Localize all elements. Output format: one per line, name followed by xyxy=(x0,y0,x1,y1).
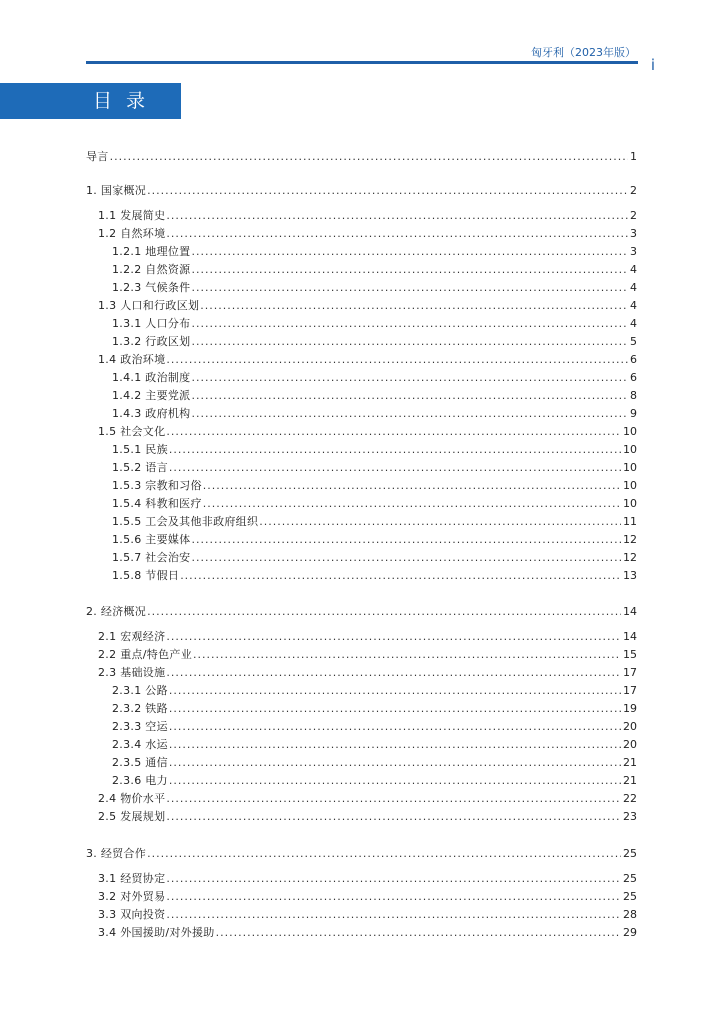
toc-entry[interactable] xyxy=(98,665,637,680)
toc-entry[interactable] xyxy=(98,907,637,922)
toc-entry-page: 25 xyxy=(623,847,637,860)
toc-dot-leader xyxy=(216,925,621,940)
toc-dot-leader xyxy=(147,846,621,861)
toc-dot-leader xyxy=(193,647,621,662)
toc-entry-label: 1.2.1 地理位置 xyxy=(112,245,191,258)
toc-entry-page: 11 xyxy=(623,515,637,528)
toc-dot-leader xyxy=(166,809,621,824)
toc-entry[interactable] xyxy=(112,550,637,565)
toc-dot-leader xyxy=(192,262,629,277)
toc-entry-page: 25 xyxy=(623,872,637,885)
toc-entry-label: 1.4 政治环境 xyxy=(98,353,166,366)
toc-dot-leader xyxy=(166,907,621,922)
toc-dot-leader xyxy=(192,550,622,565)
toc-entry-label: 2.3.5 通信 xyxy=(112,756,168,769)
toc-entry[interactable] xyxy=(112,737,637,752)
toc-entry-label: 2.3.4 水运 xyxy=(112,738,168,751)
toc-entry-page: 28 xyxy=(623,908,637,921)
toc-entry-page: 22 xyxy=(623,792,637,805)
toc-entry[interactable] xyxy=(86,604,637,619)
toc-entry-label: 1.5.7 社会治安 xyxy=(112,551,191,564)
toc-dot-leader xyxy=(166,352,628,367)
toc-entry-label: 1.5.2 语言 xyxy=(112,461,168,474)
toc-dot-leader xyxy=(169,737,621,752)
toc-entry-label: 3.4 外国援助/对外援助 xyxy=(98,926,215,939)
toc-entry-label: 1.2 自然环境 xyxy=(98,227,166,240)
toc-entry-label: 3.2 对外贸易 xyxy=(98,890,166,903)
toc-entry[interactable] xyxy=(112,334,637,349)
toc-entry-page: 21 xyxy=(623,774,637,787)
toc-entry-page: 4 xyxy=(630,299,637,312)
toc-entry-page: 10 xyxy=(623,461,637,474)
toc-dot-leader xyxy=(192,280,629,295)
toc-entry[interactable] xyxy=(98,647,637,662)
toc-entry-page: 1 xyxy=(630,150,637,163)
toc-entry[interactable] xyxy=(112,755,637,770)
toc-entry[interactable] xyxy=(86,846,637,861)
toc-dot-leader xyxy=(192,370,629,385)
toc-dot-leader xyxy=(166,208,628,223)
toc-entry[interactable] xyxy=(112,683,637,698)
toc-entry[interactable] xyxy=(112,496,637,511)
toc-entry-page: 15 xyxy=(623,648,637,661)
toc-entry-page: 10 xyxy=(623,497,637,510)
toc-entry-page: 5 xyxy=(630,335,637,348)
toc-dot-leader xyxy=(166,871,621,886)
toc-entry[interactable] xyxy=(98,352,637,367)
toc-entry-page: 6 xyxy=(630,371,637,384)
toc-entry-page: 17 xyxy=(623,684,637,697)
toc-entry-page: 2 xyxy=(630,184,637,197)
toc-entry[interactable] xyxy=(86,183,637,198)
toc-entry-page: 13 xyxy=(623,569,637,582)
toc-dot-leader xyxy=(192,316,629,331)
toc-entry-label: 2.3.3 空运 xyxy=(112,720,168,733)
toc-entry[interactable] xyxy=(98,791,637,806)
toc-entry-label: 1.1 发展简史 xyxy=(98,209,166,222)
toc-entry-label: 1.5.5 工会及其他非政府组织 xyxy=(112,515,259,528)
toc-dot-leader xyxy=(169,755,621,770)
toc-entry[interactable] xyxy=(112,370,637,385)
toc-dot-leader xyxy=(180,568,621,583)
toc-entry[interactable] xyxy=(112,316,637,331)
toc-entry-page: 29 xyxy=(623,926,637,939)
toc-entry[interactable] xyxy=(112,701,637,716)
toc-entry-label: 1.4.1 政治制度 xyxy=(112,371,191,384)
toc-entry-label: 3.1 经贸协定 xyxy=(98,872,166,885)
toc-dot-leader xyxy=(166,226,628,241)
toc-entry[interactable] xyxy=(112,773,637,788)
toc-entry-page: 17 xyxy=(623,666,637,679)
page-number: i xyxy=(650,56,655,74)
toc-dot-leader xyxy=(169,773,621,788)
toc-dot-leader xyxy=(203,496,621,511)
toc-entry-label: 3.3 双向投资 xyxy=(98,908,166,921)
toc-entry-page: 12 xyxy=(623,551,637,564)
toc-entry[interactable] xyxy=(98,925,637,940)
toc-entry-label: 1.3.1 人口分布 xyxy=(112,317,191,330)
toc-dot-leader xyxy=(169,719,621,734)
toc-entry[interactable] xyxy=(112,442,637,457)
toc-dot-leader xyxy=(169,442,621,457)
toc-entry-label: 1.2.3 气候条件 xyxy=(112,281,191,294)
toc-entry[interactable] xyxy=(112,514,637,529)
toc-entry[interactable] xyxy=(112,262,637,277)
toc-entry-page: 20 xyxy=(623,720,637,733)
toc-entry-label: 1.5.6 主要媒体 xyxy=(112,533,191,546)
toc-dot-leader xyxy=(192,406,629,421)
toc-entry-label: 2.3 基础设施 xyxy=(98,666,166,679)
toc-entry[interactable] xyxy=(98,298,637,313)
toc-entry-label: 1.4.3 政府机构 xyxy=(112,407,191,420)
toc-entry-page: 14 xyxy=(623,630,637,643)
toc-entry-page: 4 xyxy=(630,317,637,330)
toc-entry-label: 1.5.3 宗教和习俗 xyxy=(112,479,202,492)
toc-entry-page: 14 xyxy=(623,605,637,618)
toc-entry-page: 2 xyxy=(630,209,637,222)
toc-entry-page: 10 xyxy=(623,479,637,492)
toc-entry-label: 2.5 发展规划 xyxy=(98,810,166,823)
toc-entry-page: 19 xyxy=(623,702,637,715)
toc-entry-label: 1. 国家概况 xyxy=(86,184,147,197)
toc-entry-label: 1.5.8 节假日 xyxy=(112,569,180,582)
toc-dot-leader xyxy=(192,388,629,403)
toc-dot-leader xyxy=(192,532,622,547)
toc-dot-leader xyxy=(169,683,621,698)
toc-entry[interactable] xyxy=(98,871,637,886)
toc-dot-leader xyxy=(166,889,621,904)
toc-entry-label: 2.3.6 电力 xyxy=(112,774,168,787)
toc-dot-leader xyxy=(192,334,629,349)
toc-entry[interactable] xyxy=(112,280,637,295)
toc-entry-label: 1.3.2 行政区划 xyxy=(112,335,191,348)
toc-entry[interactable] xyxy=(112,388,637,403)
toc-entry-label: 2.3.1 公路 xyxy=(112,684,168,697)
toc-entry[interactable] xyxy=(112,406,637,421)
toc-dot-leader xyxy=(147,604,621,619)
toc-entry-label: 2.4 物价水平 xyxy=(98,792,166,805)
running-header-title: 匈牙利（2023年版） xyxy=(531,46,636,59)
toc-entry-label: 1.5.4 科教和医疗 xyxy=(112,497,202,510)
toc-entry-page: 20 xyxy=(623,738,637,751)
toc-entry-label: 2.1 宏观经济 xyxy=(98,630,166,643)
toc-entry-page: 3 xyxy=(630,245,637,258)
toc-entry-page: 8 xyxy=(630,389,637,402)
toc-entry-page: 25 xyxy=(623,890,637,903)
toc-entry[interactable] xyxy=(112,478,637,493)
toc-dot-leader xyxy=(166,791,621,806)
toc-entry[interactable] xyxy=(98,629,637,644)
toc-entry-page: 6 xyxy=(630,353,637,366)
toc-entry-label: 1.2.2 自然资源 xyxy=(112,263,191,276)
toc-dot-leader xyxy=(192,244,629,259)
toc-entry-page: 10 xyxy=(623,443,637,456)
toc-entry[interactable] xyxy=(98,889,637,904)
toc-entry-label: 1.5 社会文化 xyxy=(98,425,166,438)
toc-entry-page: 9 xyxy=(630,407,637,420)
toc-heading-banner xyxy=(0,83,181,119)
toc-entry-label: 1.3 人口和行政区划 xyxy=(98,299,200,312)
toc-entry-page: 12 xyxy=(623,533,637,546)
toc-entry-page: 10 xyxy=(623,425,637,438)
toc-heading: 目录 xyxy=(93,90,160,112)
toc-entry-label: 1.5.1 民族 xyxy=(112,443,168,456)
toc-entry-label: 3. 经贸合作 xyxy=(86,847,147,860)
toc-entry-label: 导言 xyxy=(86,150,109,163)
toc-dot-leader xyxy=(203,478,621,493)
toc-entry[interactable] xyxy=(98,424,637,439)
toc-dot-leader xyxy=(166,665,621,680)
toc-dot-leader xyxy=(169,460,621,475)
toc-entry-label: 2.3.2 铁路 xyxy=(112,702,168,715)
toc-dot-leader xyxy=(166,629,621,644)
toc-entry[interactable] xyxy=(112,460,637,475)
toc-entry-page: 21 xyxy=(623,756,637,769)
toc-entry[interactable] xyxy=(112,568,637,583)
header-rule xyxy=(86,61,638,64)
toc-entry-label: 2.2 重点/特色产业 xyxy=(98,648,192,661)
toc-entry[interactable] xyxy=(112,719,637,734)
toc-dot-leader xyxy=(200,298,628,313)
toc-entry-label: 1.4.2 主要党派 xyxy=(112,389,191,402)
toc-entry[interactable] xyxy=(86,149,637,164)
toc-entry[interactable] xyxy=(112,244,637,259)
toc-dot-leader xyxy=(169,701,621,716)
toc-entry-label: 2. 经济概况 xyxy=(86,605,147,618)
toc-dot-leader xyxy=(166,424,621,439)
toc-entry-page: 23 xyxy=(623,810,637,823)
toc-entry-page: 4 xyxy=(630,281,637,294)
toc-entry-page: 3 xyxy=(630,227,637,240)
toc-dot-leader xyxy=(110,149,628,164)
toc-entry[interactable] xyxy=(98,226,637,241)
toc-entry-page: 4 xyxy=(630,263,637,276)
toc-entry[interactable] xyxy=(112,532,637,547)
toc-entry[interactable] xyxy=(98,208,637,223)
toc-dot-leader xyxy=(259,514,621,529)
toc-dot-leader xyxy=(147,183,628,198)
toc-entry[interactable] xyxy=(98,809,637,824)
